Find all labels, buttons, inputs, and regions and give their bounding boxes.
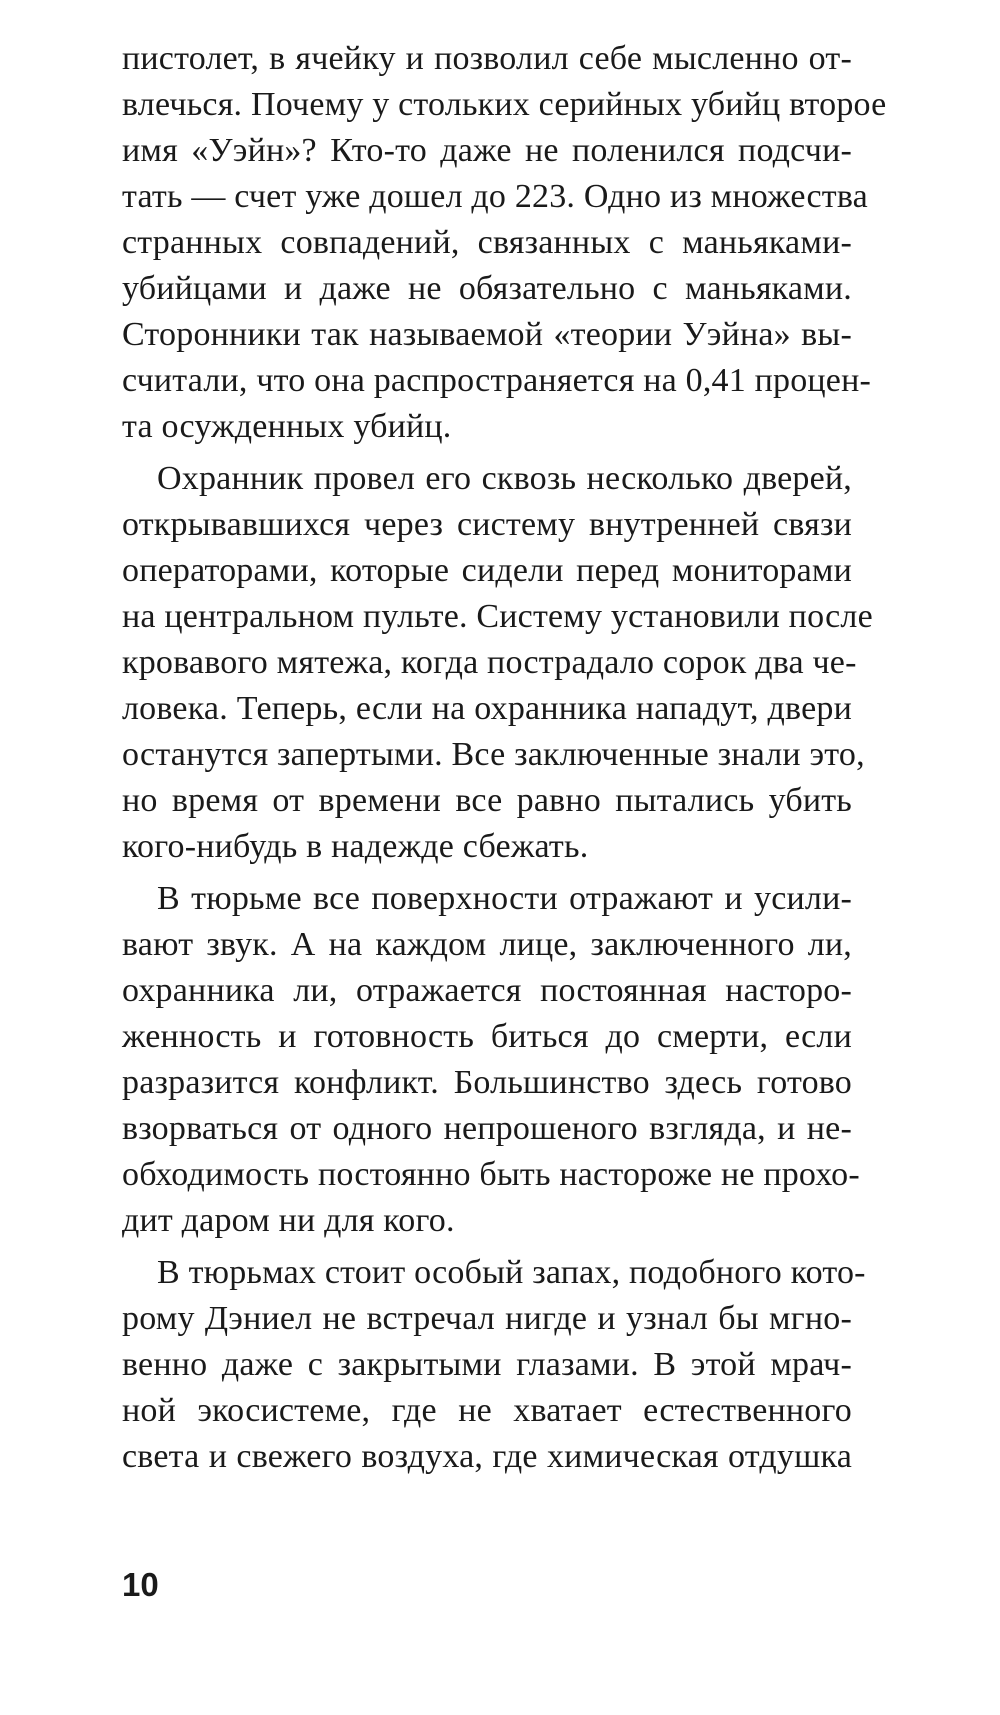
text-line: Сторонники так называемой «теории Уэйна» вы-: [122, 316, 852, 353]
text-line: разразится конфликт. Большинство здесь готово: [122, 1064, 852, 1101]
text-line: В тюрьме все поверхности отражают и усили-: [157, 880, 852, 917]
text-line: охранника ли, отражается постоянная насторо-: [122, 972, 852, 1009]
text-line: взорваться от одного непрошеного взгляда, и не-: [122, 1110, 852, 1147]
text-line: венно даже с закрытыми глазами. В этой мрач-: [122, 1346, 852, 1383]
text-line: женность и готовность биться до смерти, если: [122, 1018, 852, 1055]
text-line: дит даром ни для кого.: [122, 1202, 455, 1239]
text-line: считали, что она распространяется на 0,41 процен-: [122, 362, 872, 399]
text-line: та осужденных убийц.: [122, 408, 452, 445]
text-line: Охранник провел его сквозь несколько дверей,: [157, 460, 852, 497]
page-number: 10: [122, 1566, 159, 1603]
text-line: кровавого мятежа, когда пострадало сорок два че-: [122, 644, 857, 681]
text-line: имя «Уэйн»? Кто-то даже не поленился подсчи-: [122, 132, 852, 169]
text-line: странных совпадений, связанных с маньяками-: [122, 224, 852, 261]
text-line: останутся запертыми. Все заключенные знали это,: [122, 736, 865, 773]
text-line: В тюрьмах стоит особый запах, подобного кото-: [157, 1254, 866, 1291]
text-line: на центральном пульте. Систему установили после: [122, 598, 873, 635]
text-line: влечься. Почему у стольких серийных убийц второе: [122, 86, 887, 123]
text-line: обходимость постоянно быть настороже не прохо-: [122, 1156, 860, 1193]
text-line: рому Дэниел не встречал нигде и узнал бы мгно-: [122, 1300, 852, 1337]
text-line: вают звук. А на каждом лице, заключенного ли,: [122, 926, 852, 963]
text-line: тать — счет уже дошел до 223. Одно из множества: [122, 178, 868, 215]
text-line: открывавшихся через систему внутренней связи: [122, 506, 852, 543]
text-line: операторами, которые сидели перед мониторами: [122, 552, 852, 589]
text-line: ловека. Теперь, если на охранника нападут, двери: [122, 690, 852, 727]
text-line: убийцами и даже не обязательно с маньяками.: [122, 270, 852, 307]
text-line: но время от времени все равно пытались убить: [122, 782, 852, 819]
text-line: кого-нибудь в надежде сбежать.: [122, 828, 589, 865]
text-line: света и свежего воздуха, где химическая отдушка: [122, 1438, 852, 1475]
text-line: ной экосистеме, где не хватает естественного: [122, 1392, 852, 1429]
text-line: пистолет, в ячейку и позволил себе мысленно от-: [122, 40, 852, 77]
